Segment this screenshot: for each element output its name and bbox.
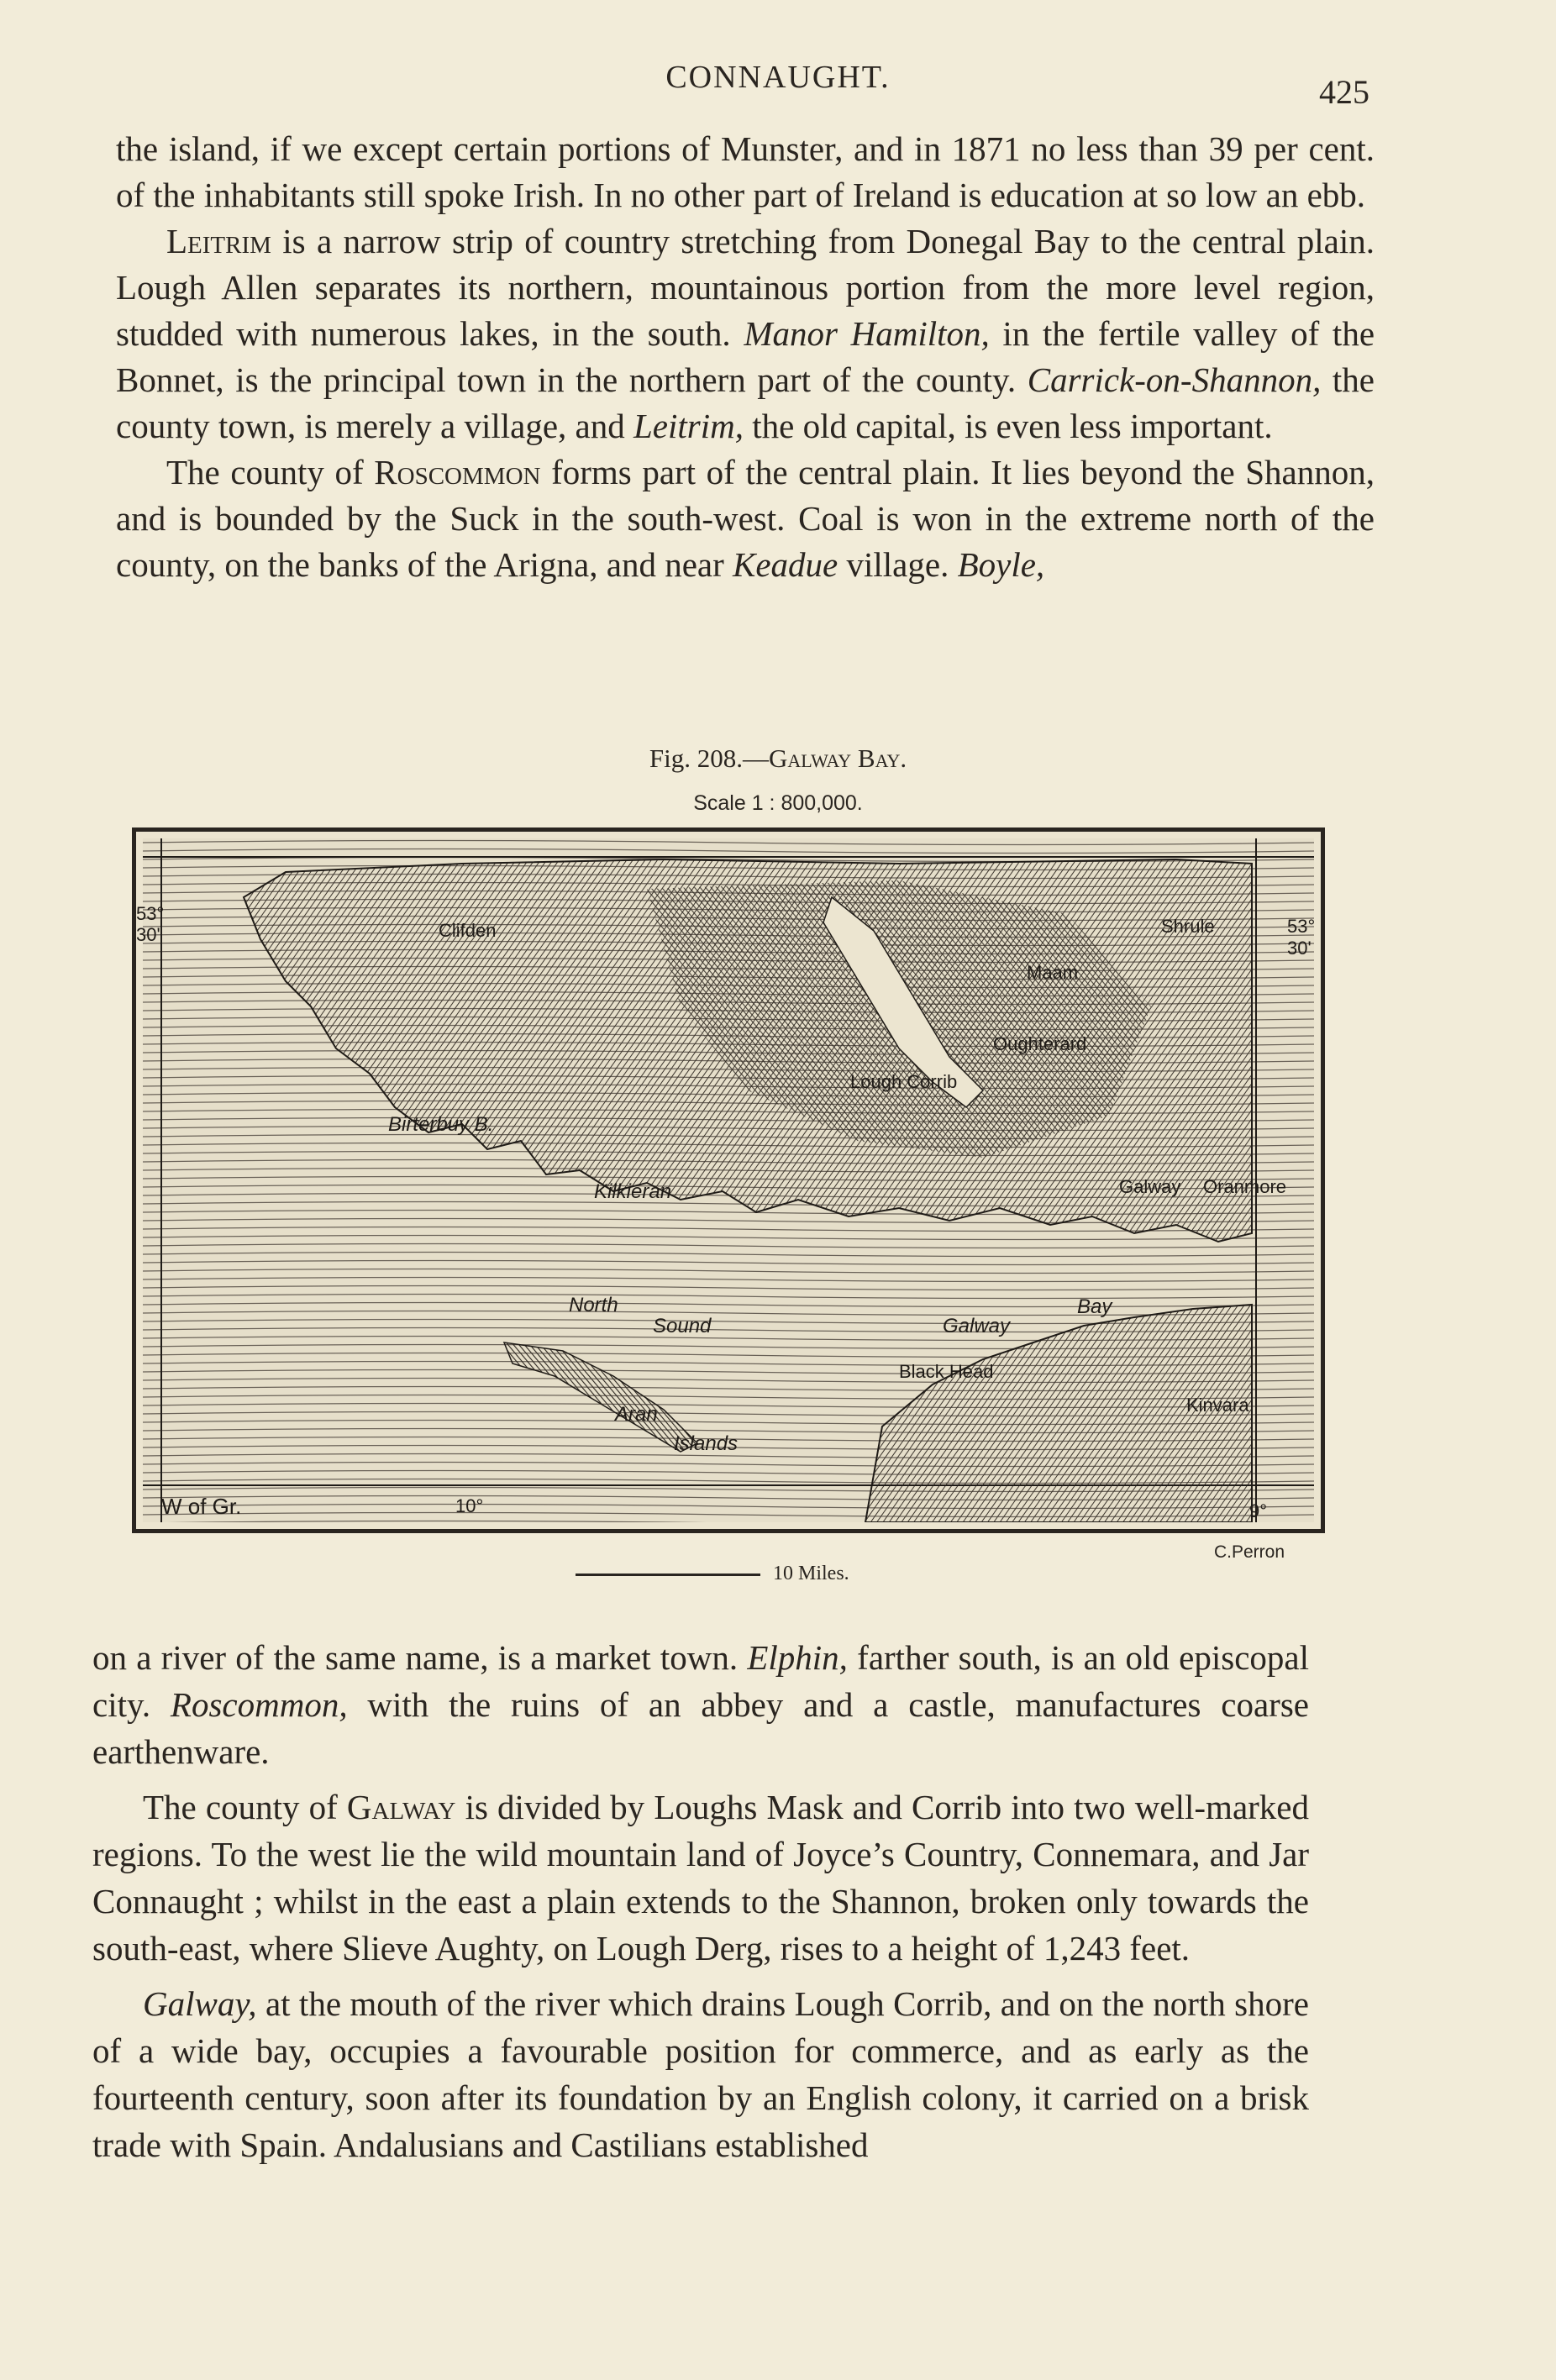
text-run: is divided by Loughs Mask and Corrib into two well-marked regions. To the west lie the wild mountain land of Joyce’s Country, Connemara, and Jar Connaught ; whilst in the east a plain extends to the Shannon, broken only towards the south-east, where Slieve Aughty, on Lough Derg, rises to a height of 1,243 feet. [92, 1788, 1309, 1968]
text-run: village. [838, 545, 958, 584]
place-elphin: Elphin, [747, 1638, 848, 1677]
figure-caption [0, 743, 1556, 774]
county-name-leitrim: Leitrim [166, 222, 271, 260]
text-run: at the mouth of the river which drains Lough Corrib, and on the north shore of a wide bay, occupies a favourable position for commerce, and as early as the fourteenth century, soon after its foundation by an English colony, it carried on a brisk trade with Spain. Andalusians and Castilians established [92, 1984, 1309, 2164]
place-keadue: Keadue [733, 545, 838, 584]
galway-bay-map [132, 827, 1325, 1533]
place-carrick: Carrick-on-Shannon, [1027, 360, 1322, 399]
text-run: on a river of the same name, is a market town. [92, 1638, 748, 1677]
lat-right-degree: 53° [1287, 916, 1316, 937]
place-galway-town: Galway, [143, 1984, 257, 2023]
water-north: North [569, 1294, 618, 1316]
lat-left-minute: 30' [136, 924, 160, 945]
place-islands: Islands [674, 1432, 739, 1455]
scale-bar [576, 1574, 760, 1576]
place-manor-hamilton: Manor Hamilton, [744, 314, 990, 353]
paragraph-leitrim [116, 218, 1375, 449]
water-galway: Galway [943, 1315, 1011, 1337]
place-kilkieran: Kilkieran [594, 1180, 672, 1203]
place-shrule: Shrule [1161, 916, 1215, 937]
top-text-block [116, 126, 1375, 588]
water-bay: Bay [1077, 1295, 1112, 1318]
longitude-reference: W of Gr. [161, 1494, 242, 1519]
place-boyle: Boyle, [957, 545, 1045, 584]
place-kinvara: Kinvara [1186, 1395, 1249, 1416]
text-run: The county of [143, 1788, 347, 1826]
figure-title: Galway Bay. [769, 743, 907, 773]
text-run: with the ruins of an abbey and a castle, manufactures coarse earthenware. [92, 1685, 1309, 1771]
text-run: is a narrow strip of country stretching from Donegal Bay to the central plain. Lough Allen separates its northern, mountainous portion from the more level region, studded with numerous lakes, in the south. [116, 222, 1375, 353]
engraver-credit: C.Perron [1214, 1542, 1285, 1562]
place-black-head: Black Head [899, 1361, 994, 1382]
text-run: the county town, is merely a village, and [116, 360, 1375, 445]
text-run: forms part of the central plain. It lies beyond the Shannon, and is bounded by the Suck in the south-west. Coal is won in the extreme north of the county, on the banks of the Arigna, and near [116, 453, 1375, 584]
text-run: farther south, is an old episcopal city. [92, 1638, 1309, 1724]
place-clifden: Clifden [439, 920, 497, 941]
figure-scale: Scale 1 : 800,000. [693, 791, 863, 815]
scale-bar-label: 10 Miles. [773, 1563, 849, 1584]
paragraph-boyle-cont [92, 1634, 1309, 1775]
place-leitrim: Leitrim, [633, 407, 744, 445]
lon-9: 9° [1249, 1500, 1268, 1521]
place-lough-corrib: Lough Corrib [850, 1071, 958, 1092]
page-number: 425 [1319, 73, 1369, 111]
place-galway: Galway [1119, 1176, 1181, 1197]
place-maam: Maam [1027, 962, 1079, 983]
county-name-galway: Galway [346, 1788, 456, 1826]
running-head: CONNAUGHT. [665, 60, 891, 95]
lat-left-degree: 53° [136, 903, 165, 924]
water-sound: Sound [653, 1315, 712, 1337]
place-aran: Aran [615, 1403, 658, 1426]
paragraph-roscommon [116, 449, 1375, 588]
place-roscommon: Roscommon, [170, 1685, 348, 1724]
paragraph-galway-county [92, 1784, 1309, 1972]
place-oranmore: Oranmore [1203, 1176, 1287, 1197]
county-name-roscommon: Roscommon [374, 453, 541, 491]
figure-number: Fig. 208.— [649, 743, 769, 773]
place-birterbuy: Birterbuy B. [388, 1113, 494, 1136]
lon-10: 10° [455, 1495, 484, 1516]
place-oughterard: Oughterard [993, 1033, 1087, 1054]
text-run: The county of [166, 453, 375, 491]
bottom-text-block [92, 1634, 1309, 2168]
lat-right-minute: 30' [1287, 938, 1312, 959]
text-run: in the fertile valley of the Bonnet, is the principal town in the northern part of the county. [116, 314, 1375, 399]
paragraph-irish: the island, if we except certain portions of Munster, and in 1871 no less than 39 per cent. of the inhabitants still spoke Irish. In no other part of Ireland is education at so low an ebb. [116, 129, 1375, 214]
text-run: the old capital, is even less important. [743, 407, 1273, 445]
paragraph-galway-town [92, 1980, 1309, 2168]
